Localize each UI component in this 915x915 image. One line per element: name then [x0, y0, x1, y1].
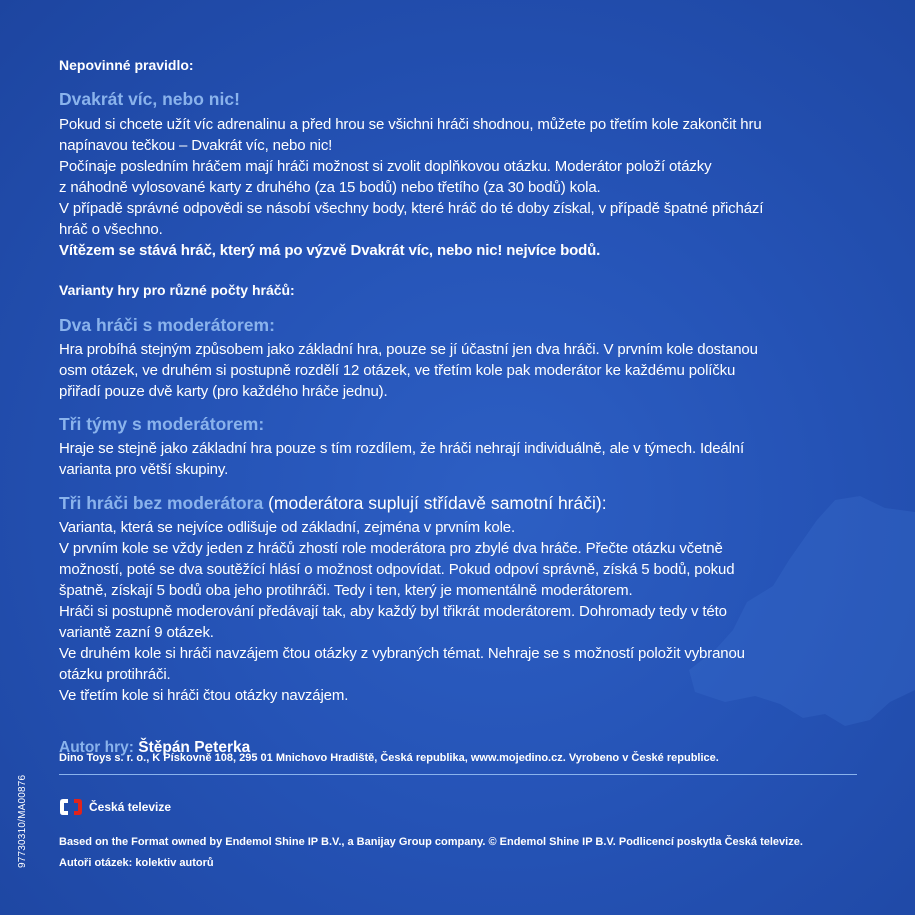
author-name: Štěpán Peterka [133, 738, 251, 756]
text-line: Ve třetím kole si hráči čtou otázky navzájem. [59, 687, 349, 704]
three-teams-text [59, 438, 859, 480]
two-players-title: Dva hráči s moderátorem: [59, 315, 275, 335]
three-players-title-note: (moderátora suplují střídavě samotní hráči): [263, 493, 607, 513]
text-line: Ve druhém kole si hráči navzájem čtou otázky z vybraných témat. Nehraje se s možností položit vybranou [59, 645, 745, 662]
text-line: hráč o všechno. [59, 221, 163, 238]
text-line: možností, poté se dva soutěžící hlásí o možnost odpovídat. Pokud odpoví správně, získá 5 bodů, pokud [59, 561, 735, 578]
text-line: Varianta, která se nejvíce odlišuje od základní, zejména v prvním kole. [59, 519, 515, 536]
optional-rule-heading: Nepovinné pravidlo: [59, 57, 194, 73]
text-line: V případě správné odpovědi se násobí všechny body, které hráč do té doby získal, v případě špatné přichází [59, 200, 764, 217]
text-line: otázku protihráči. [59, 666, 171, 683]
text-line: Hráči si postupně moderování předávají tak, aby každý byl třikrát moderátorem. Dohromady tedy v této [59, 603, 727, 620]
text-line: varianta pro větší skupiny. [59, 461, 229, 478]
text-line: V prvním kole se vždy jeden z hráčů zhostí role moderátora pro zbylé dva hráče. Přečte otázku včetně [59, 540, 723, 557]
text-line: Pokud si chcete užít víc adrenalinu a před hrou se všichni hráči shodnou, můžete po třetím kole zakončit hru [59, 116, 762, 133]
text-line: Počínaje posledním hráčem mají hráči možnost si zvolit doplňkovou otázku. Moderátor položí otázky [59, 158, 712, 175]
winner-line: Vítězem se stává hráč, který má po výzvě Dvakrát víc, nebo nic! nejvíce bodů. [59, 242, 601, 259]
text-line: špatně, získají 5 bodů oba jeho protihráči. Tedy i ten, který je momentálně moderátorem. [59, 582, 633, 599]
text-line: osm otázek, ve druhém si postupně rozdělí 12 otázek, ve třetím kole pak moderátor ke každému políčku [59, 362, 736, 379]
format-license-line: Based on the Format owned by Endemol Shine IP B.V., a Banijay Group company. © Endemol Shine IP B.V. Podlicencí poskytla Česká televize. [59, 836, 803, 848]
text-line: Hra probíhá stejným způsobem jako základní hra, pouze se jí účastní jen dva hráči. V prvním kole dostanou [59, 341, 758, 358]
manufacturer-info: Dino Toys s. r. o., K Pískovně 108, 295 01 Mnichovo Hradiště, Česká republika, www.mojedino.cz. Vyrobeno v České republice. [59, 752, 719, 764]
variants-heading: Varianty hry pro různé počty hráčů: [59, 282, 295, 298]
ceska-televize-logo-icon [59, 798, 83, 816]
ceska-televize-logo [59, 797, 171, 817]
optional-rule-title: Dvakrát víc, nebo nic! [59, 89, 240, 109]
three-teams-title: Tři týmy s moderátorem: [59, 414, 265, 434]
text-line: napínavou tečkou – Dvakrát víc, nebo nic! [59, 137, 333, 154]
three-players-text [59, 517, 859, 706]
two-players-text [59, 339, 859, 402]
three-players-title [59, 493, 607, 514]
three-players-title-text: Tři hráči bez moderátora [59, 493, 264, 513]
logo-text: Česká televize [89, 800, 172, 814]
question-authors-line: Autoři otázek: kolektiv autorů [59, 857, 214, 869]
optional-rule-text [59, 114, 859, 261]
text-line: přiřadí pouze dvě karty (pro každého hráče jednu). [59, 383, 388, 400]
author-label: Autor hry: [59, 738, 134, 756]
text-line: Hraje se stejně jako základní hra pouze s tím rozdílem, že hráči nehrají individuálně, ale v týmech. Ideální [59, 440, 744, 457]
text-line: variantě zazní 9 otázek. [59, 624, 214, 641]
product-code: 97730310/MA00876 [17, 774, 28, 868]
divider [59, 774, 857, 775]
text-line: z náhodně vylosované karty z druhého (za 15 bodů) nebo třetího (za 30 bodů) kola. [59, 179, 601, 196]
